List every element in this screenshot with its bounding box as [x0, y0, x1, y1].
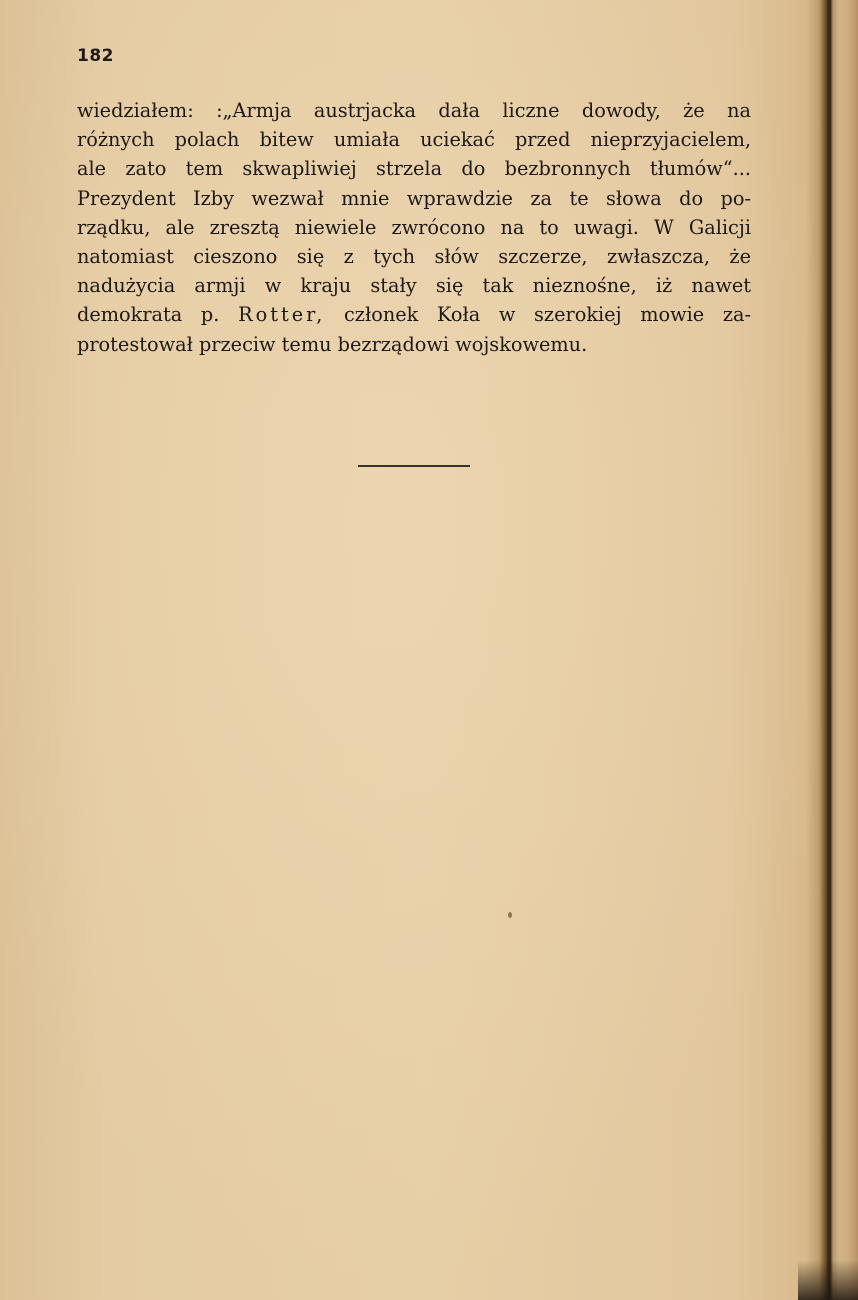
text-line	[77, 300, 751, 329]
text-line: różnych polach bitew umiała uciekać przed nieprzyjacielem,	[77, 128, 751, 152]
text-line: wiedziałem: :„Armja austrjacka dała liczne dowody, że na	[77, 99, 751, 122]
section-divider	[358, 465, 470, 467]
text-line: rządku, ale zresztą niewiele zwrócono na to uwagi. W Galicji	[77, 215, 751, 239]
text-line: ale zato tem skwapliwiej strzela do bezbronnych tłumów“...	[77, 157, 751, 181]
text-line: nadużycia armji w kraju stały się tak nieznośne, iż nawet	[77, 274, 751, 298]
text-line-part: członek Koła w szerokiej mowie za-	[344, 303, 751, 327]
body-paragraph	[77, 96, 751, 359]
text-line: natomiast cieszono się z tych słów szczerze, zwłaszcza, że	[77, 244, 751, 268]
paper-speck	[508, 912, 512, 918]
spaced-name: Rotter,	[238, 303, 326, 327]
text-line: protestował przeciw temu bezrządowi wojskowemu.	[77, 332, 588, 356]
page-corner-shadow	[798, 1260, 858, 1300]
text-line: Prezydent Izby wezwał mnie wprawdzie za te słowa do po-	[77, 186, 751, 210]
text-line-part: demokrata p.	[77, 303, 220, 327]
page-number: 182	[77, 46, 114, 66]
page-gutter-shadow	[806, 0, 858, 1300]
